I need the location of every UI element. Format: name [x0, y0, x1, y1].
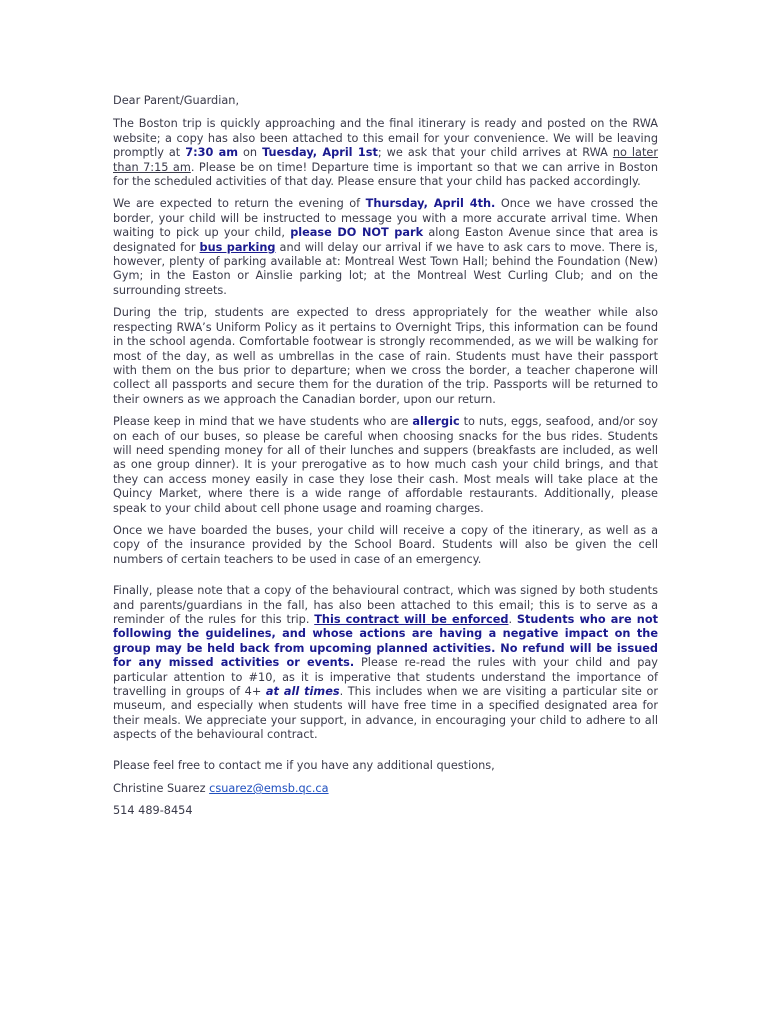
departure-time: 7:30 am — [185, 146, 239, 160]
paragraph-itinerary: Once we have boarded the buses, your child will receive a copy of the itinerary, as well as a copy of the insurance provided by the School Board. Students will also be given the cell numbers of certain teachers to be used in case of an emergency. — [113, 523, 658, 566]
consequence-warning: Students who are not following the guidelines, and whose actions are having a negative impact on the group may be held back from upcoming planned activities. No refund will be issued for any missed activities or events. — [113, 613, 658, 670]
signature — [113, 782, 658, 796]
return-date: Thursday, April 4th. — [365, 197, 496, 211]
paragraph-behavioural-contract — [113, 584, 658, 742]
paragraph-text: . — [508, 613, 517, 626]
letter — [113, 94, 658, 827]
contract-enforced: This contract will be enforced — [314, 613, 509, 626]
no-park-warning: please DO NOT park — [290, 226, 424, 240]
paragraph-text: . This includes when we are visiting a particular site or museum, and especially when students will have free time in a specified designated area for their meals. We appreciate your support, in advance, in encouraging your child to adhere to all aspects of the behavioural contract. — [113, 685, 659, 742]
paragraph-text: We are expected to return the evening of — [113, 197, 366, 211]
paragraph-text: Please keep in mind that we have students who are — [113, 415, 413, 429]
paragraph-text: Please re-read the rules with your child and pay particular attention to #10, as it is imperative that students understand the importance of travelling in groups of 4+ — [113, 656, 658, 699]
arrival-deadline: no later than 7:15 am — [113, 146, 658, 174]
departure-date: Tuesday, April 1st — [262, 146, 378, 160]
paragraph-text: Once we have crossed the border, your child will be instructed to message you with a more accurate arrival time. When waiting to pick up your child, — [113, 197, 658, 240]
paragraph-departure — [113, 117, 658, 189]
paragraph-dress-passports: During the trip, students are expected to dress appropriately for the weather while also respecting RWA’s Uniform Policy as it pertains to Overnight Trips, this information can be found in the school agenda. Comfortable footwear is strongly recommended, as we will be walking for most of the day, as well as umbrellas in the case of rain. Students must have their passport with them on the bus prior to departure; when we cross the border, a teacher chaperone will collect all passports and secure them for the duration of the trip. Passports will be returned to their owners as we approach the Canadian border, upon our return. — [113, 306, 658, 406]
paragraph-text: Finally, please note that a copy of the behavioural contract, which was signed by both students and parents/guardians in the fall, has also been attached to this email; this is to serve as a reminder of the rules for this trip. — [113, 584, 658, 626]
bus-parking: bus parking — [199, 240, 276, 254]
paragraph-text: on — [238, 146, 263, 160]
email-link[interactable]: csuarez@emsb.qc.ca — [209, 782, 329, 796]
at-all-times-emphasis: at all times — [265, 685, 340, 699]
allergic-emphasis: allergic — [412, 415, 460, 429]
paragraph-text: . Please be on time! Departure time is important so that we can arrive in Boston for the scheduled activities of that day. Please ensure that your child has packed accordingly. — [113, 160, 658, 189]
paragraph-text: The Boston trip is quickly approaching and the final itinerary is ready and posted on the RWA website; a copy has also been attached to this email for your convenience. We will be leaving promptly at — [113, 117, 658, 160]
phone-number: 514 489-8454 — [113, 804, 193, 818]
paragraph-return — [113, 197, 658, 298]
paragraph-text: along Easton Avenue since that area is designated for — [113, 226, 659, 254]
paragraph-allergies-money — [113, 415, 658, 516]
paragraph-text: to nuts, eggs, seafood, and/or soy on each of our buses, so please be careful when choosing snacks for the bus rides. Students will need spending money for all of their lunches and suppers (breakfasts are included, as well as one group dinner). It is your prerogative as to how much cash your child brings, and that they can access money easily in case they lose their cash. Most meals will take place at the Quincy Market, where there is a wide range of affordable restaurants. Additionally, please speak to your child about cell phone usage and roaming charges. — [113, 415, 658, 515]
paragraph-text: and will delay our arrival if we have to ask cars to move. There is, however, plenty of parking available at: Montreal West Town Hall; behind the Foundation (New) Gym; in the Easton or Ainslie parking lot; at the Montreal West Curling Club; and on the surrounding streets. — [113, 240, 658, 297]
greeting: Dear Parent/Guardian, — [113, 94, 240, 107]
signature-name: Christine Suarez — [113, 782, 206, 796]
paragraph-text: ; we ask that your child arrives at RWA — [377, 146, 613, 160]
closing-line: Please feel free to contact me if you have any additional questions, — [113, 758, 495, 772]
